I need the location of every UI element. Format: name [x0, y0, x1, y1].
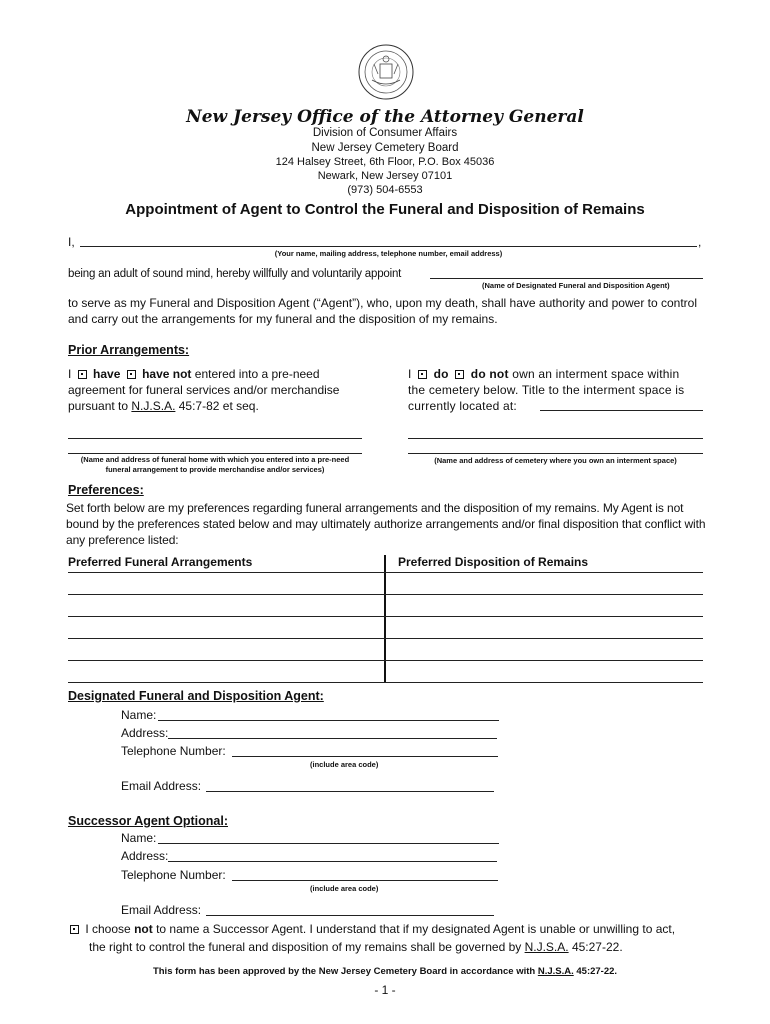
successor-email-field[interactable]: [206, 903, 494, 916]
designated-email-label: Email Address:: [121, 779, 202, 793]
successor-phone-label: Telephone Number:: [121, 868, 226, 882]
org-name: New Jersey Office of the Attorney General: [186, 107, 584, 127]
state-seal-icon: [358, 44, 414, 100]
title-location-field[interactable]: [540, 398, 703, 411]
designated-address-label: Address:: [121, 726, 169, 740]
form-title: Appointment of Agent to Control the Funeral and Disposition of Remains: [125, 201, 645, 218]
designated-email-field[interactable]: [206, 779, 494, 792]
do-checkbox[interactable]: [418, 370, 427, 379]
successor-name-field[interactable]: [158, 831, 499, 844]
funeral-home-line2[interactable]: [68, 441, 362, 454]
designated-name-label: Name:: [121, 708, 157, 722]
designated-area-code: (include area code): [310, 760, 379, 769]
col-disposition-remains: Preferred Disposition of Remains: [398, 555, 589, 569]
pref-line-1[interactable]: [68, 582, 703, 595]
funeral-home-caption: (Name and address of funeral home with which you entered into a pre-need funeral arrangement to provide merchandise and/or services): [80, 455, 350, 474]
agent-name-field[interactable]: [430, 266, 703, 279]
division-name: Division of Consumer Affairs: [312, 127, 458, 139]
pref-line-3[interactable]: [68, 626, 703, 639]
phone-number: (973) 504-6553: [347, 184, 423, 196]
column-divider: [384, 555, 386, 683]
no-successor-text-2: the right to control the funeral and disposition of my remains shall be governed by N.J.S.A. 45:27-22.: [89, 940, 623, 954]
successor-address-field[interactable]: [168, 849, 497, 862]
comma: ,: [698, 235, 702, 249]
pref-line-4[interactable]: [68, 648, 703, 661]
col-funeral-arrangements: Preferred Funeral Arrangements: [68, 555, 253, 569]
designated-name-field[interactable]: [158, 708, 499, 721]
prior-left-text: I have have not entered into a pre-need agreement for funeral services and/or merchandise pursuant to N.J.S.A. 45:7-82 et seq.: [68, 367, 340, 413]
preferences-text: Set forth below are my preferences regarding funeral arrangements and the disposition of my remains. My Agent is not bound by the preferences stated below and may ultimately authorize arrangements and/or final disposition that conflict with any preference listed:: [66, 501, 706, 547]
serve-text: to serve as my Funeral and Disposition Agent (“Agent”), who, upon my death, shall have authority and power to control and carry out the arrangements for my funeral and the disposition of my remains.: [68, 296, 698, 326]
name-field[interactable]: [80, 234, 697, 247]
do-not-checkbox[interactable]: [455, 370, 464, 379]
adult-text: being an adult of sound mind, hereby willfully and voluntarily appoint: [68, 268, 402, 280]
designated-address-field[interactable]: [168, 726, 497, 739]
pref-line-2[interactable]: [68, 604, 703, 617]
pref-line-0: [68, 560, 703, 573]
prior-right-text: I do do not own an interment space within the cemetery below. Title to the interment space is currently located at:: [408, 367, 685, 413]
approval-note: This form has been approved by the New Jersey Cemetery Board in accordance with N.J.S.A. 45:27-22.: [152, 966, 618, 977]
have-checkbox[interactable]: [78, 370, 87, 379]
successor-area-code: (include area code): [310, 884, 379, 893]
street-address: 124 Halsey Street, 6th Floor, P.O. Box 45036: [275, 156, 495, 168]
cemetery-line2[interactable]: [408, 441, 703, 454]
funeral-home-line1[interactable]: [68, 426, 362, 439]
cemetery-caption: (Name and address of cemetery where you own an interment space): [434, 456, 677, 465]
have-not-checkbox[interactable]: [127, 370, 136, 379]
successor-name-label: Name:: [121, 831, 157, 845]
cemetery-line1[interactable]: [408, 426, 703, 439]
designated-phone-label: Telephone Number:: [121, 744, 226, 758]
i-label: I,: [68, 235, 75, 249]
preferences-heading: Preferences:: [68, 483, 144, 497]
name-caption: (Your name, mailing address, telephone number, email address): [274, 249, 503, 258]
no-successor-text: I choose not to name a Successor Agent. I understand that if my designated Agent is unable or unwilling to act,: [70, 921, 720, 937]
page-number: - 1 -: [374, 983, 396, 997]
board-name: New Jersey Cemetery Board: [311, 142, 459, 154]
designated-phone-field[interactable]: [232, 744, 498, 757]
prior-heading: Prior Arrangements:: [68, 343, 190, 357]
no-successor-checkbox[interactable]: [70, 925, 79, 934]
successor-phone-field[interactable]: [232, 868, 498, 881]
successor-address-label: Address:: [121, 849, 169, 863]
designated-heading: Designated Funeral and Disposition Agent:: [68, 689, 324, 703]
successor-email-label: Email Address:: [121, 903, 202, 917]
successor-heading: Successor Agent Optional:: [68, 814, 228, 828]
agent-caption: (Name of Designated Funeral and Disposition Agent): [482, 281, 670, 290]
pref-line-5[interactable]: [68, 670, 703, 683]
city-address: Newark, New Jersey 07101: [317, 170, 453, 182]
